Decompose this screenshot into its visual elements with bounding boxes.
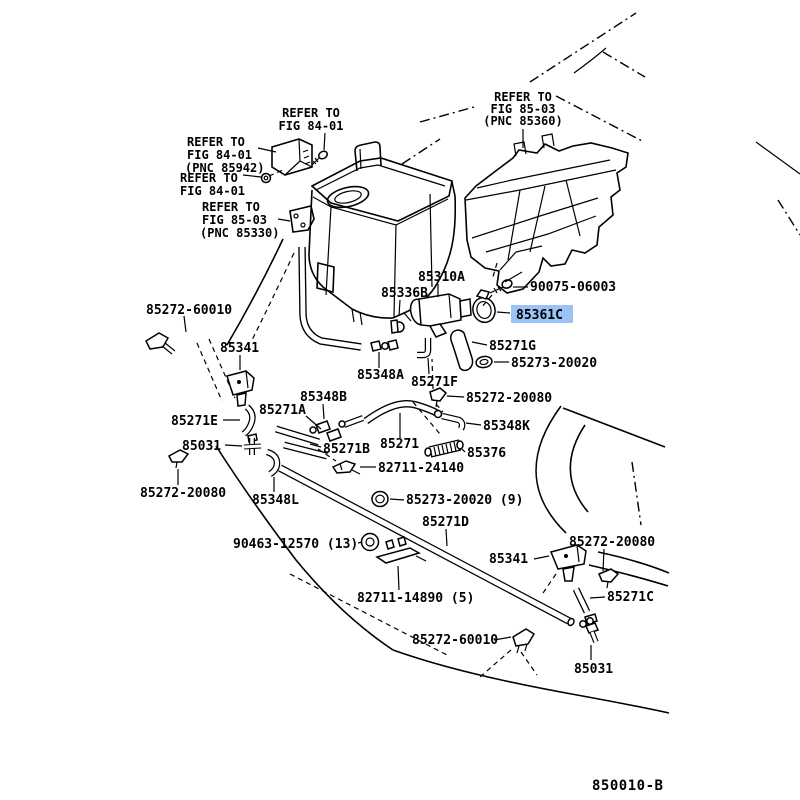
part-label-85348a[interactable]: 85348A xyxy=(357,368,404,383)
part-label-82711-24140[interactable]: 82711-24140 xyxy=(378,461,465,476)
part-label-85272-60010-top[interactable]: 85272-60010 xyxy=(146,303,233,318)
part-label-85348k[interactable]: 85348K xyxy=(483,419,530,434)
part-label-85272-60010-bottom[interactable]: 85272-60010 xyxy=(412,633,499,648)
part-label-85031-right[interactable]: 85031 xyxy=(574,662,614,677)
part-label-85348b[interactable]: 85348B xyxy=(300,390,347,405)
part-label-85271d[interactable]: 85271D xyxy=(422,515,469,530)
refer-fig84-01-mid-line1[interactable]: REFER TO xyxy=(180,171,238,185)
part-label-85348l[interactable]: 85348L xyxy=(252,493,299,508)
part-label-85310a[interactable]: 85310A xyxy=(418,270,465,285)
refer-pnc85360-line1[interactable]: REFER TO xyxy=(494,90,552,104)
part-label-85271c[interactable]: 85271C xyxy=(607,590,654,605)
part-label-85271a[interactable]: 85271A xyxy=(259,403,306,418)
splash-shield-drawing xyxy=(465,134,628,293)
refer-pnc85942-line3[interactable]: (PNC 85942) xyxy=(185,161,265,175)
washer-relay-box-drawing xyxy=(272,139,312,175)
refer-pnc85360-line3[interactable]: (PNC 85360) xyxy=(483,114,563,128)
part-label-85272-20080-right[interactable]: 85272-20080 xyxy=(569,535,656,550)
joint-85031-right-drawing xyxy=(580,614,598,642)
refer-pnc85330-line1[interactable]: REFER TO xyxy=(202,200,260,214)
part-label-85272-20080-center[interactable]: 85272-20080 xyxy=(466,391,553,406)
hose-clamp-85361c-drawing xyxy=(470,290,498,325)
refer-pnc85330-line2[interactable]: FIG 85-03 xyxy=(202,213,268,227)
part-label-85271[interactable]: 85271 xyxy=(380,437,420,452)
part-label-90463-12570-13[interactable]: 90463-12570 (13) xyxy=(233,537,359,552)
part-label-85376[interactable]: 85376 xyxy=(467,446,507,461)
grommet-85273-9-drawing xyxy=(372,492,388,507)
spring-85376-drawing xyxy=(425,440,463,457)
figure-code: 850010-B xyxy=(592,778,664,794)
screw-90075-icon xyxy=(490,279,513,293)
refer-pnc85330-line3[interactable]: (PNC 85330) xyxy=(200,226,280,240)
part-label-85271b[interactable]: 85271B xyxy=(323,442,370,457)
part-label-85273-20020-9[interactable]: 85273-20020 (9) xyxy=(406,493,524,508)
part-label-85271e[interactable]: 85271E xyxy=(171,414,218,429)
part-label-85341-left[interactable]: 85341 xyxy=(220,341,260,356)
part-label-85336b[interactable]: 85336B xyxy=(381,286,428,301)
nozzle-85341-right-drawing xyxy=(551,545,586,581)
part-label-90075-06003[interactable]: 90075-06003 xyxy=(530,280,617,295)
clip-82711-24140-drawing xyxy=(333,461,355,473)
refer-pnc85942-line1[interactable]: REFER TO xyxy=(187,135,245,149)
grommet-85273-drawing xyxy=(475,355,493,369)
hose-85271g-drawing xyxy=(451,330,473,370)
clip-85272-60010-top-drawing xyxy=(146,333,168,349)
part-label-85271g[interactable]: 85271G xyxy=(489,339,536,354)
refer-fig84-01-mid-line2[interactable]: FIG 84-01 xyxy=(180,184,246,198)
screw-icon xyxy=(312,150,329,165)
connector-85348a-drawing xyxy=(371,341,381,351)
part-label-85272-20080-left[interactable]: 85272-20080 xyxy=(140,486,227,501)
grommet-90463-drawing xyxy=(362,534,379,551)
refer-pnc85942-line2[interactable]: FIG 84-01 xyxy=(187,148,253,162)
part-label-82711-14890-5[interactable]: 82711-14890 (5) xyxy=(357,591,475,606)
part-label-85341-right[interactable]: 85341 xyxy=(489,552,529,567)
part-label-85031-left[interactable]: 85031 xyxy=(182,439,222,454)
part-label-85361c-highlighted[interactable]: 85361C xyxy=(516,308,563,323)
refer-labels xyxy=(180,90,563,240)
refer-fig84-01-top-line2[interactable]: FIG 84-01 xyxy=(278,119,344,133)
clip-85272-60010-bottom-drawing xyxy=(513,629,534,646)
refer-fig84-01-top-line1[interactable]: REFER TO xyxy=(282,106,340,120)
refer-pnc85360-line2[interactable]: FIG 85-03 xyxy=(490,102,556,116)
part-label-85271f[interactable]: 85271F xyxy=(411,375,458,390)
part-label-85273-20020[interactable]: 85273-20020 xyxy=(511,356,598,371)
